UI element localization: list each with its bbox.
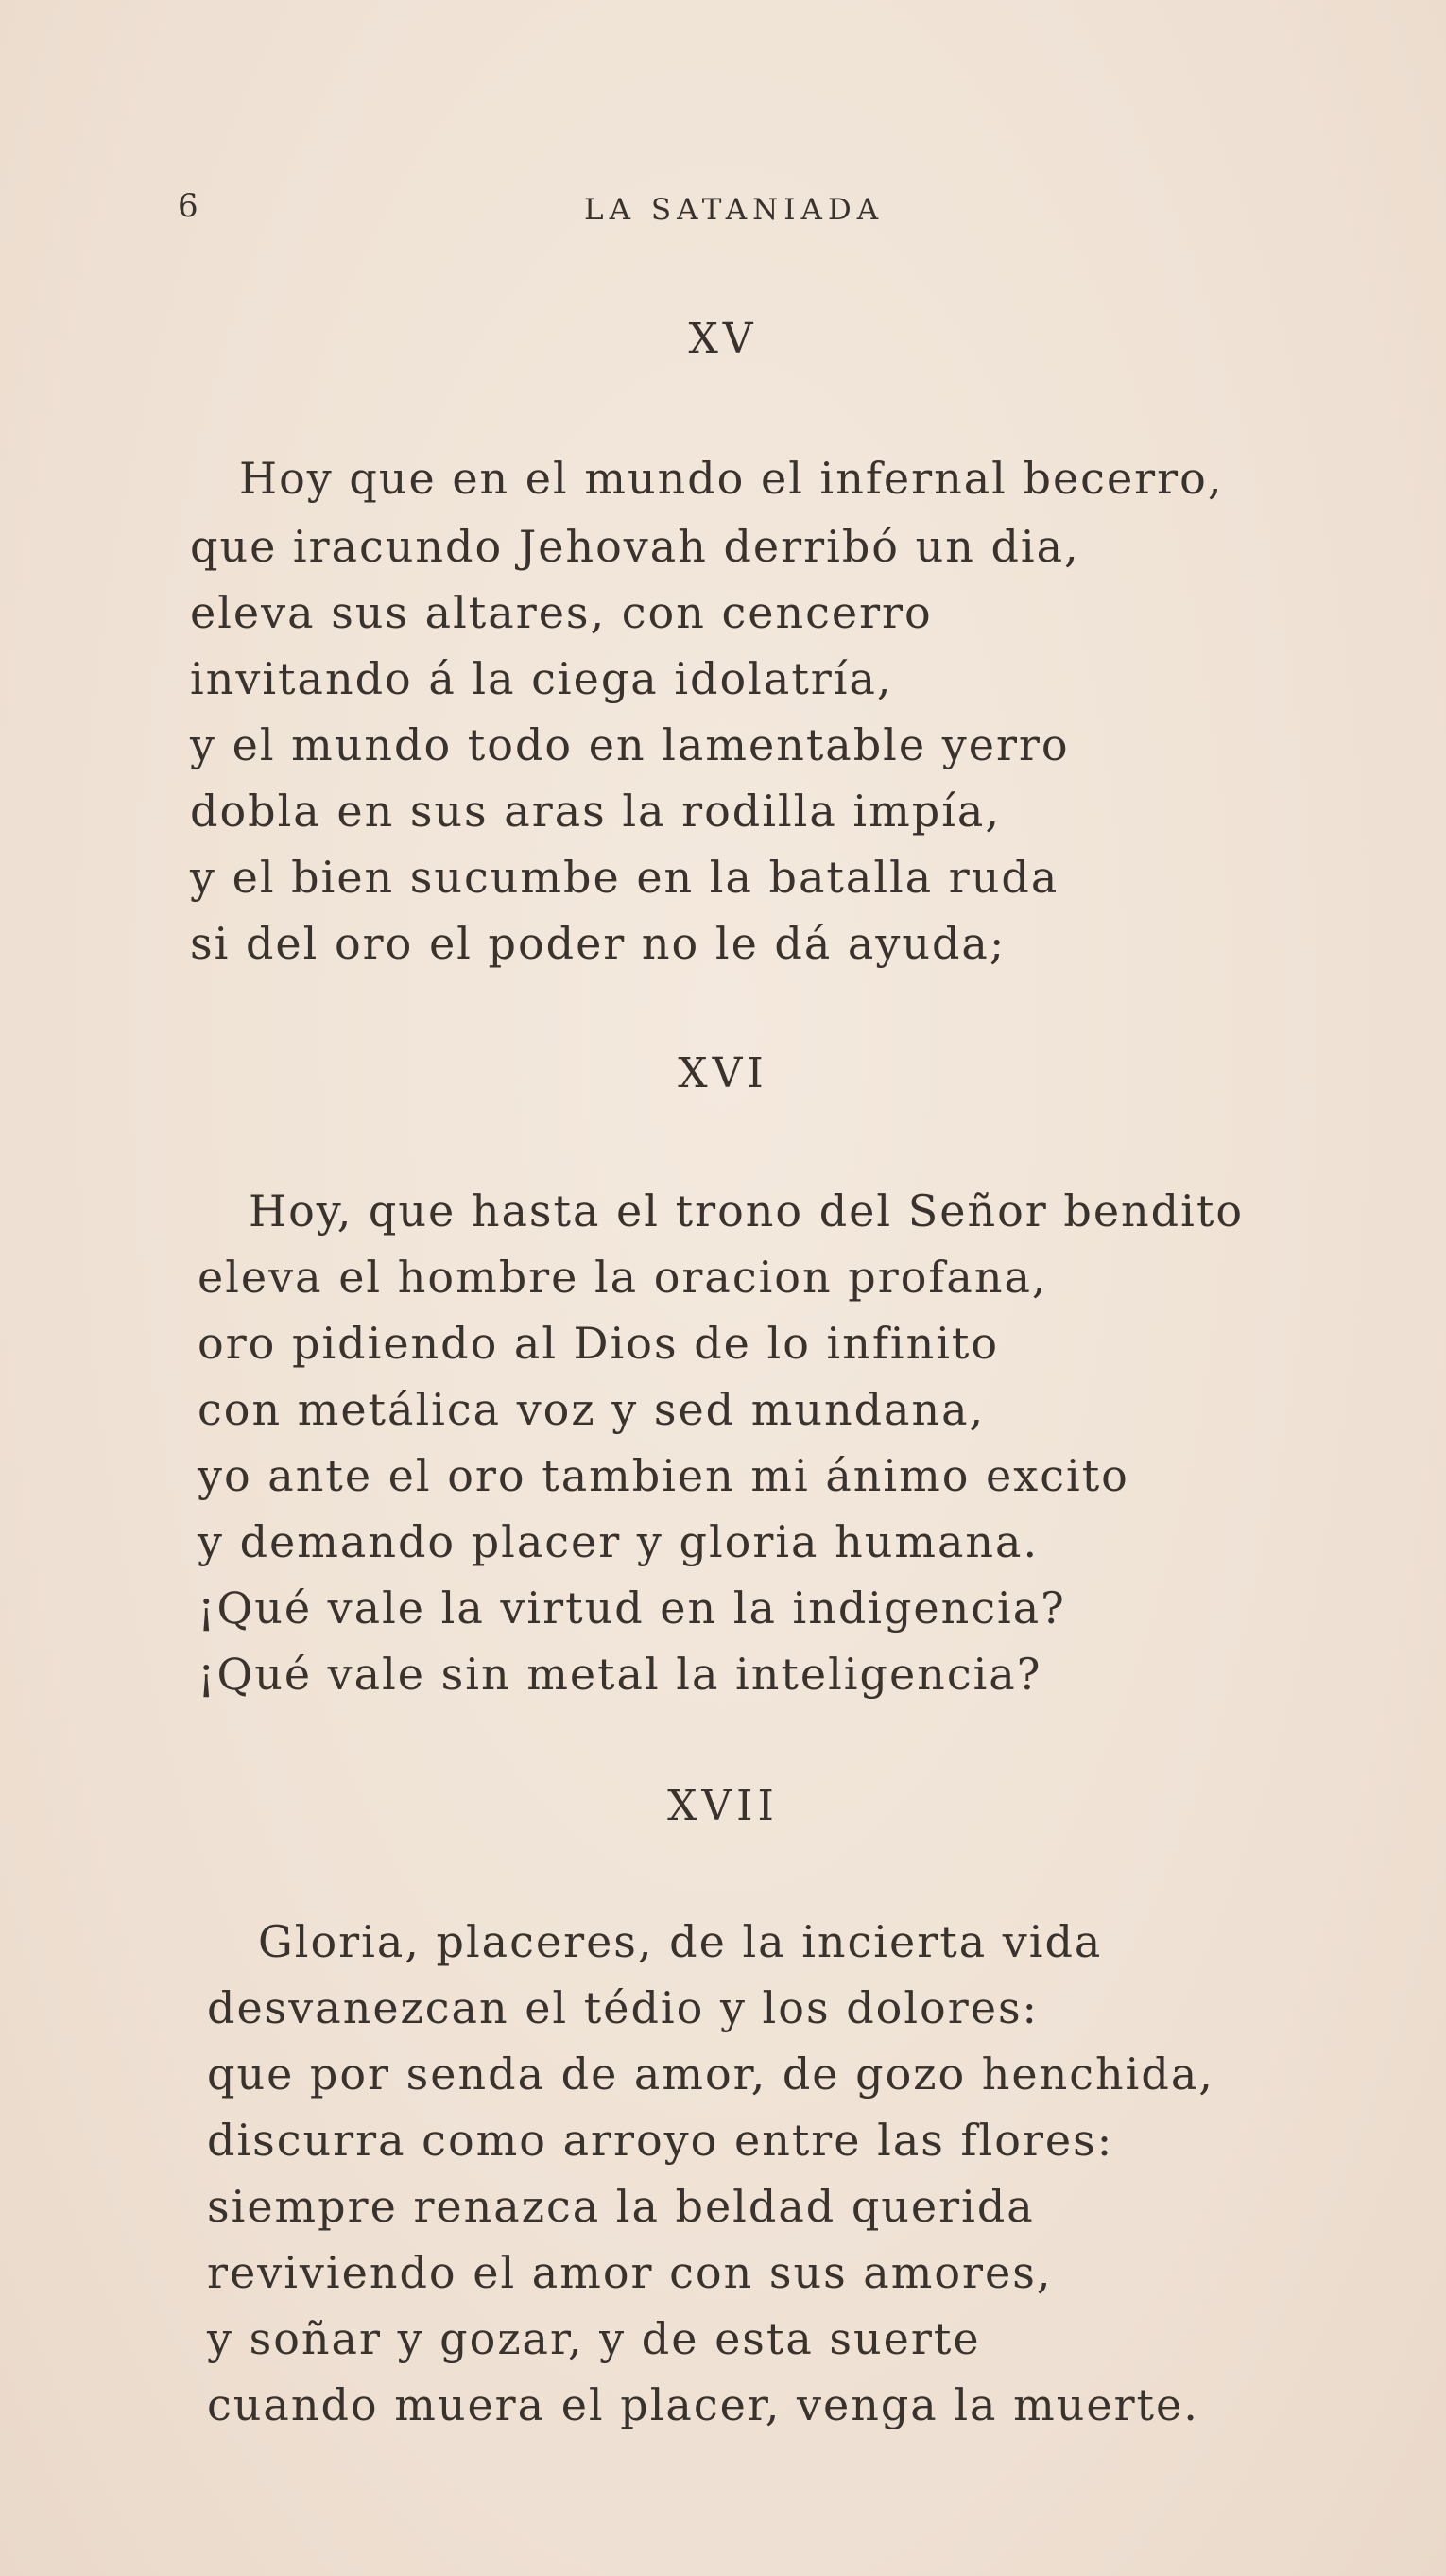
verse-line: que por senda de amor, de gozo henchida,: [207, 2049, 1214, 2100]
verse-line: yo ante el oro tambien mi ánimo excito: [198, 1450, 1129, 1501]
page-number: 6: [178, 187, 199, 225]
verse-line: eleva sus altares, con cencerro: [190, 587, 933, 638]
verse-line: ¡Qué vale sin metal la inteligencia?: [198, 1649, 1042, 1700]
stanza-number: XVI: [678, 1049, 768, 1098]
verse-line: reviviendo el amor con sus amores,: [207, 2247, 1053, 2298]
verse-line: invitando á la ciega idolatría,: [190, 653, 893, 704]
running-title: LA SATANIADA: [584, 193, 885, 227]
verse-line: oro pidiendo al Dios de lo infinito: [198, 1318, 1000, 1369]
stanza-number: XVII: [667, 1782, 779, 1830]
verse-line: eleva el hombre la oracion profana,: [198, 1252, 1048, 1303]
verse-line: y demando placer y gloria humana.: [198, 1516, 1040, 1567]
verse-line: siempre renazca la beldad querida: [207, 2181, 1035, 2232]
verse-line: y el bien sucumbe en la batalla ruda: [190, 852, 1059, 903]
verse-line: que iracundo Jehovah derribó un dia,: [190, 521, 1080, 572]
stanza-number: XV: [688, 315, 758, 363]
page-header: [0, 187, 1446, 234]
verse-line: desvanezcan el tédio y los dolores:: [207, 1982, 1040, 2033]
verse-line: ¡Qué vale la virtud en la indigencia?: [198, 1582, 1066, 1634]
verse-line: cuando muera el placer, venga la muerte.: [207, 2379, 1199, 2430]
verse-line: dobla en sus aras la rodilla impía,: [190, 786, 1001, 837]
verse-line: Gloria, placeres, de la incierta vida: [258, 1916, 1103, 1967]
verse-line: y el mundo todo en lamentable yerro: [190, 719, 1070, 770]
verse-line: Hoy que en el mundo el infernal becerro,: [239, 453, 1224, 504]
verse-line: discurra como arroyo entre las flores:: [207, 2115, 1114, 2166]
verse-line: si del oro el poder no le dá ayuda;: [190, 918, 1007, 969]
verse-line: y soñar y gozar, y de esta suerte: [207, 2313, 981, 2364]
verse-line: Hoy, que hasta el trono del Señor bendito: [249, 1185, 1245, 1236]
verse-line: con metálica voz y sed mundana,: [198, 1384, 986, 1435]
